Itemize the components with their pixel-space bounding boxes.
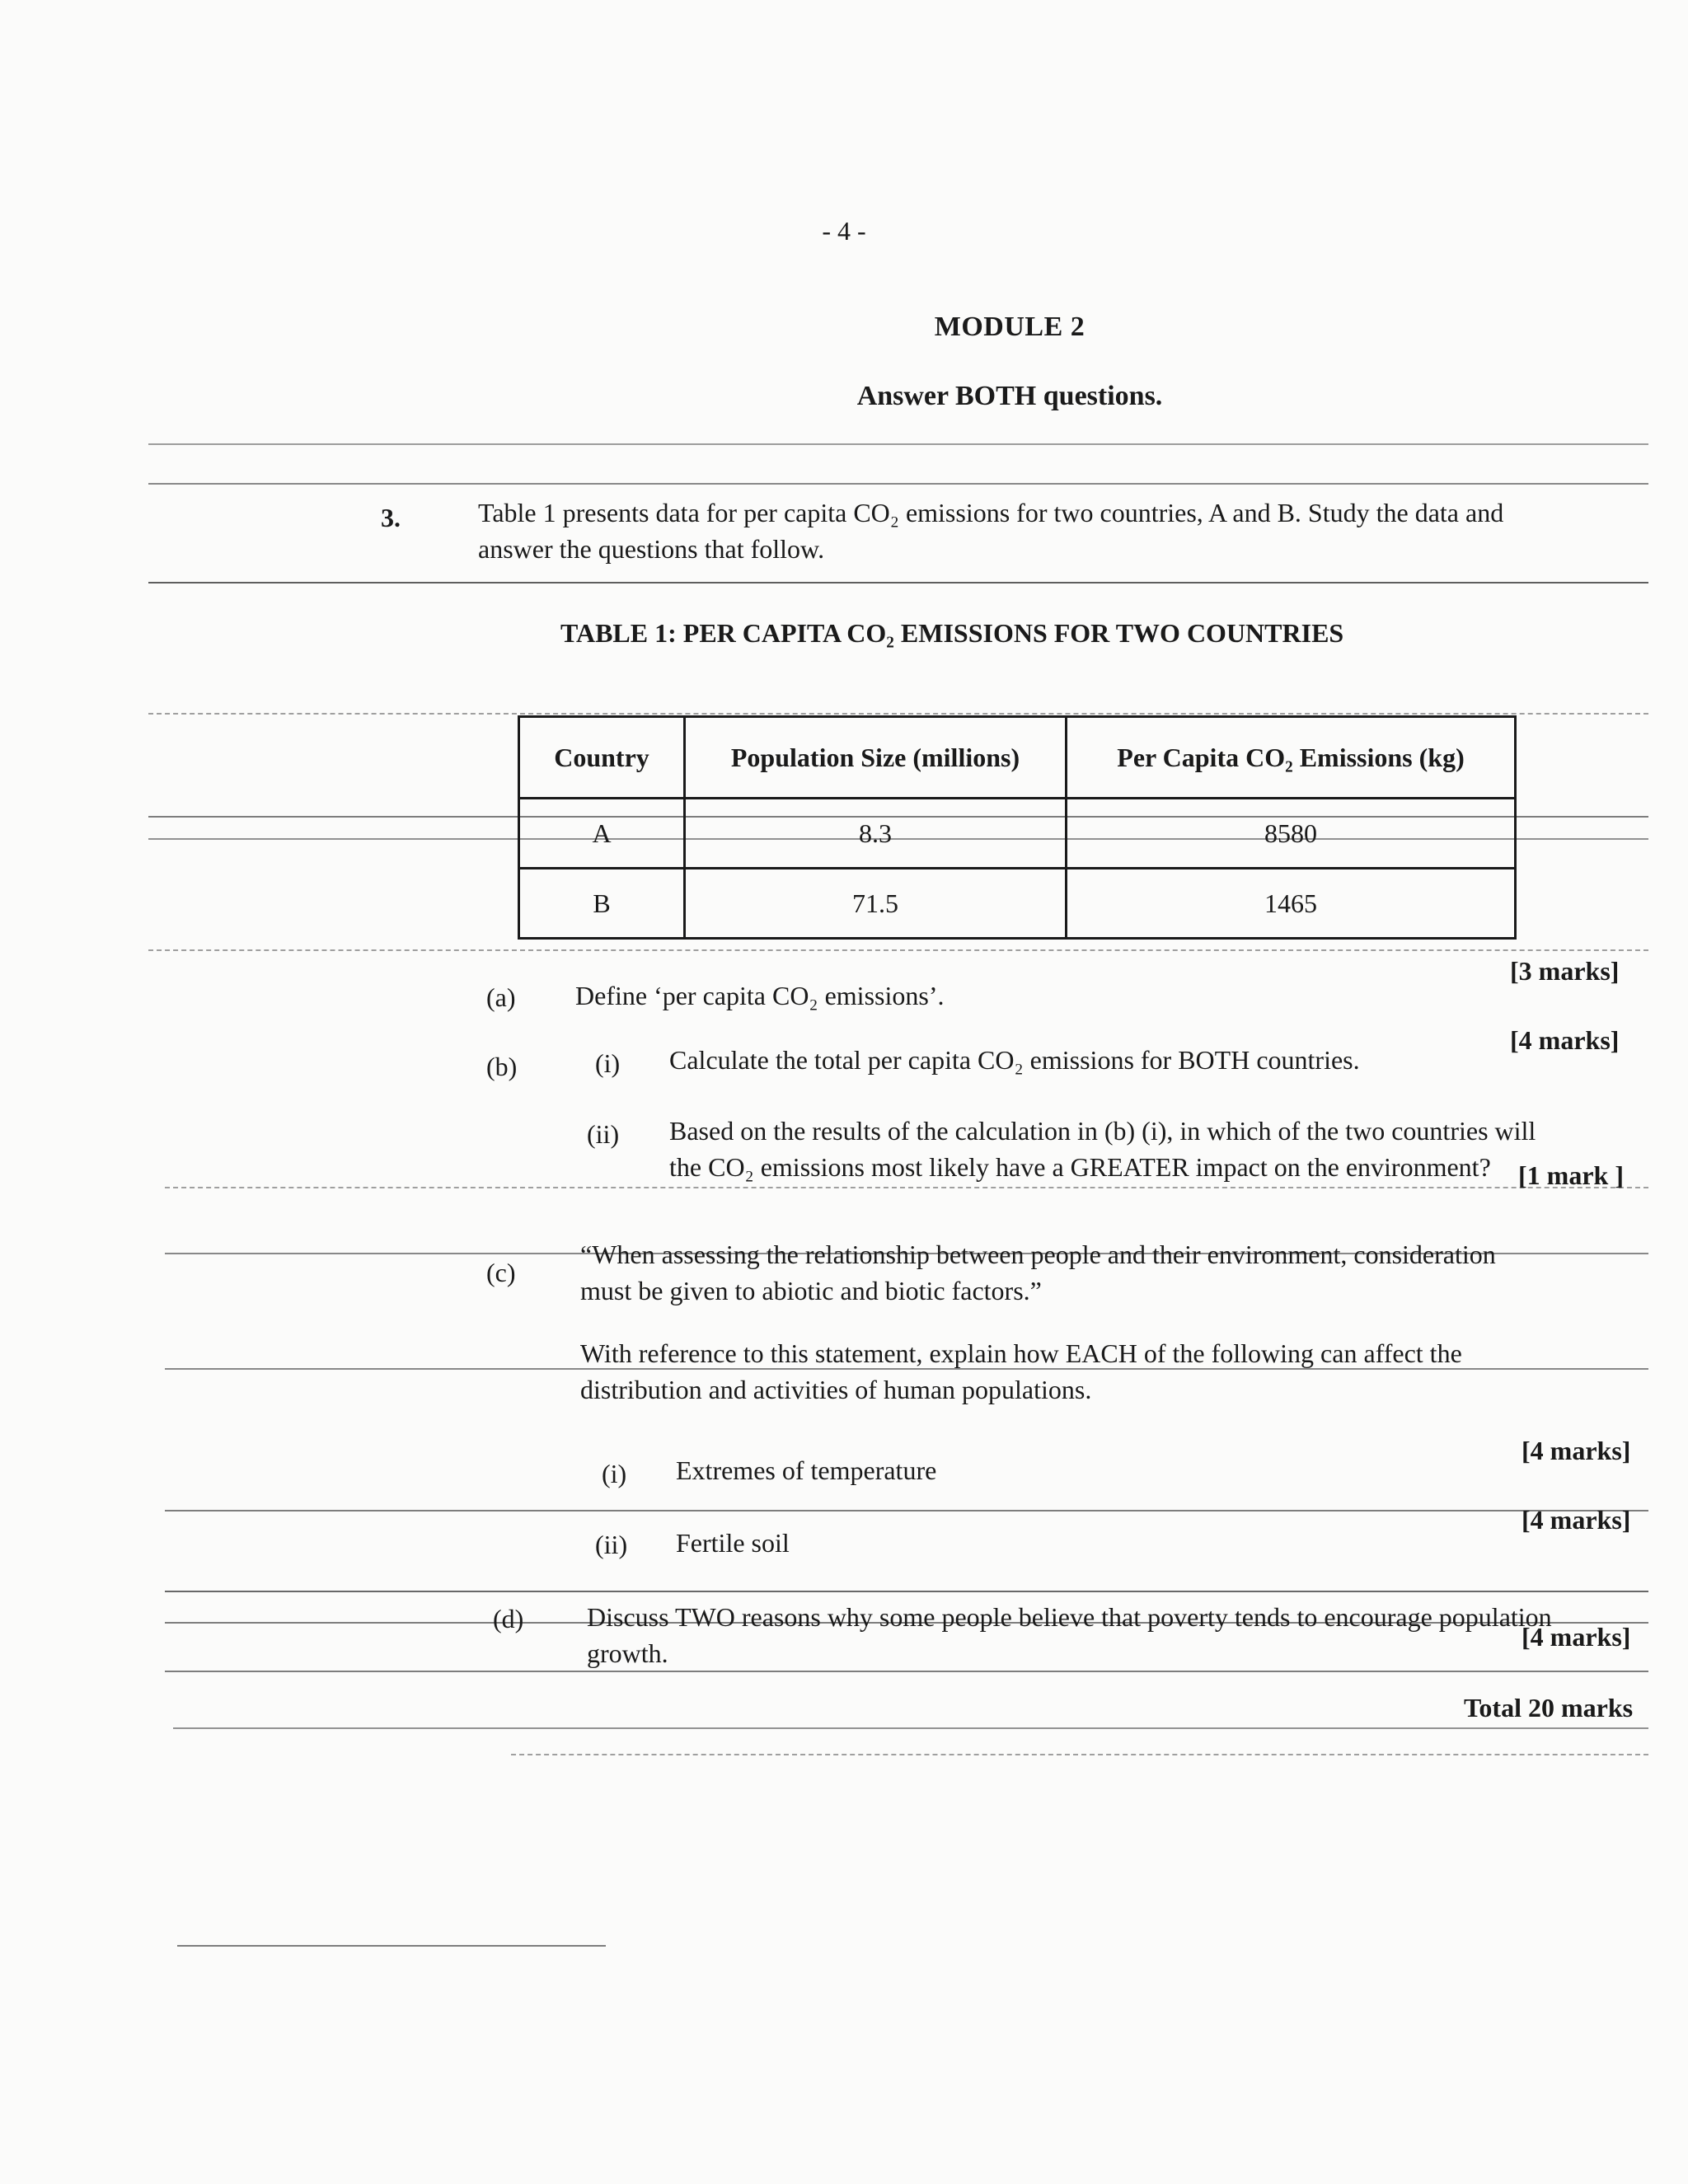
scan-artifact-line (173, 1727, 1648, 1729)
total-marks: Total 20 marks (1464, 1693, 1634, 1722)
part-b-ii-marks: [1 mark ] (1518, 1160, 1624, 1190)
table-cell: 1465 (1067, 869, 1516, 939)
scan-artifact-line (165, 1187, 1648, 1188)
part-c-label: (c) (486, 1258, 516, 1287)
module-title: MODULE 2 (934, 312, 1085, 342)
part-a-text: Define ‘per capita CO₂ emissions’. (575, 981, 945, 1010)
table-header-row (519, 717, 1516, 799)
scan-artifact-line (165, 1671, 1648, 1672)
table-row (519, 799, 1516, 869)
part-c-i-text: Extremes of temperature (676, 1455, 937, 1485)
part-c-ii-text: Fertile soil (676, 1528, 790, 1558)
part-b-ii-line2: the CO₂ emissions most likely have a GREATER impact on the environment? (669, 1152, 1491, 1182)
part-b-i-text: Calculate the total per capita CO₂ emissions for BOTH countries. (669, 1045, 1360, 1075)
part-a-marks: [3 marks] (1510, 956, 1620, 986)
question-intro-line2: answer the questions that follow. (478, 534, 825, 564)
part-c-i-label: (i) (602, 1459, 627, 1488)
table-row (519, 869, 1516, 939)
scan-artifact-line (148, 483, 1648, 485)
table-cell: A (519, 799, 685, 869)
table-header-cell: Country (519, 717, 685, 799)
scan-artifact-line (148, 582, 1648, 583)
scan-artifact-line (148, 443, 1648, 445)
part-d-line1: Discuss TWO reasons why some people believe that poverty tends to encourage population (587, 1602, 1552, 1632)
scan-artifact-line (148, 713, 1648, 715)
part-c-i-marks: [4 marks] (1522, 1436, 1631, 1465)
part-c-ii-marks: [4 marks] (1522, 1505, 1631, 1535)
page-number: - 4 - (822, 216, 866, 246)
table-cell: B (519, 869, 685, 939)
part-b-ii-line1: Based on the results of the calculation in (b) (i), in which of the two countries will (669, 1116, 1536, 1146)
part-c-instruction-line2: distribution and activities of human populations. (580, 1375, 1092, 1404)
table-cell: 8580 (1067, 799, 1516, 869)
part-b-i-marks: [4 marks] (1510, 1025, 1620, 1055)
scan-artifact-line (511, 1754, 1648, 1755)
part-d-marks: [4 marks] (1522, 1622, 1631, 1652)
question-intro-line1: Table 1 presents data for per capita CO₂ emissions for two countries, A and B. Study the data and (478, 498, 1504, 527)
table-header-cell: Population Size (millions) (685, 717, 1067, 799)
part-c-ii-label: (ii) (595, 1530, 628, 1559)
part-c-quote-line1: “When assessing the relationship between people and their environment, consideration (580, 1240, 1496, 1269)
part-b-ii-label: (ii) (587, 1119, 620, 1149)
table-cell: 71.5 (685, 869, 1067, 939)
emissions-table (518, 715, 1517, 940)
part-b-label: (b) (486, 1052, 518, 1081)
table-title: TABLE 1: PER CAPITA CO₂ EMISSIONS FOR TWO COUNTRIES (560, 618, 1344, 648)
scan-artifact-line (165, 1510, 1648, 1511)
part-d-label: (d) (493, 1604, 524, 1633)
table-cell: 8.3 (685, 799, 1067, 869)
part-c-instruction-line1: With reference to this statement, explain how EACH of the following can affect the (580, 1338, 1462, 1368)
scan-artifact-line (148, 949, 1648, 951)
part-d-line2: growth. (587, 1638, 668, 1668)
part-c-quote-line2: must be given to abiotic and biotic factors.” (580, 1276, 1042, 1305)
question-number: 3. (381, 503, 401, 532)
part-a-label: (a) (486, 982, 516, 1012)
part-b-i-label: (i) (595, 1048, 621, 1078)
table-header-cell: Per Capita CO₂ Emissions (kg) (1067, 717, 1516, 799)
section-instruction: Answer BOTH questions. (856, 381, 1163, 411)
scan-artifact-line (165, 1591, 1648, 1592)
scan-artifact-line (177, 1945, 606, 1947)
